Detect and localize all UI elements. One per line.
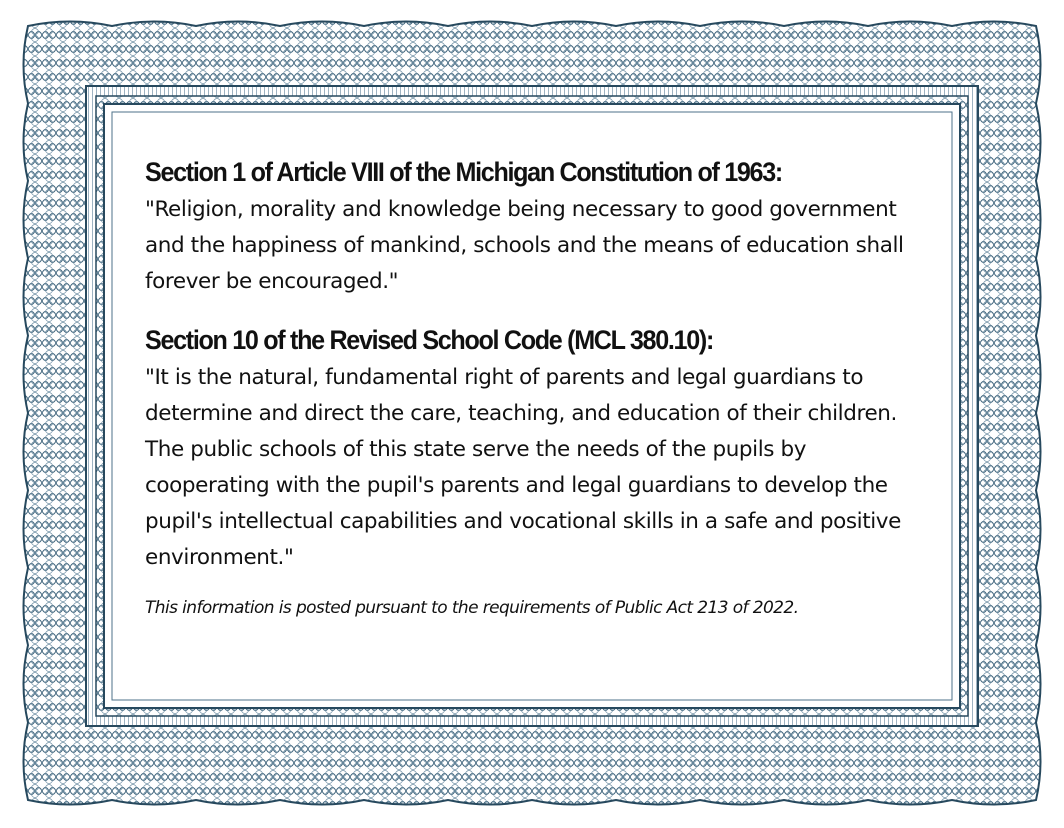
section10-heading: Section 10 of the Revised School Code (MCL 380.10): <box>145 325 714 355</box>
certificate-content <box>145 152 935 618</box>
section10-quote: "It is the natural, fundamental right of parents and legal guardians to determine and direct the care, teaching, and education of their children. The public schools of this state serve the needs of the pupils by cooperating with the pupil's parents and legal guardians to develop the pupil's intellectual capabilities and vocational skills in a safe and positive environment." <box>145 365 901 570</box>
section1-quote: "Religion, morality and knowledge being necessary to good government and the happiness of mankind, schools and the means of education shall forever be encouraged." <box>145 197 904 294</box>
section1-heading: Section 1 of Article VIII of the Michigan Constitution of 1963: <box>145 157 782 187</box>
public-act-notice: This information is posted pursuant to the requirements of Public Act 213 of 2022. <box>145 598 799 618</box>
